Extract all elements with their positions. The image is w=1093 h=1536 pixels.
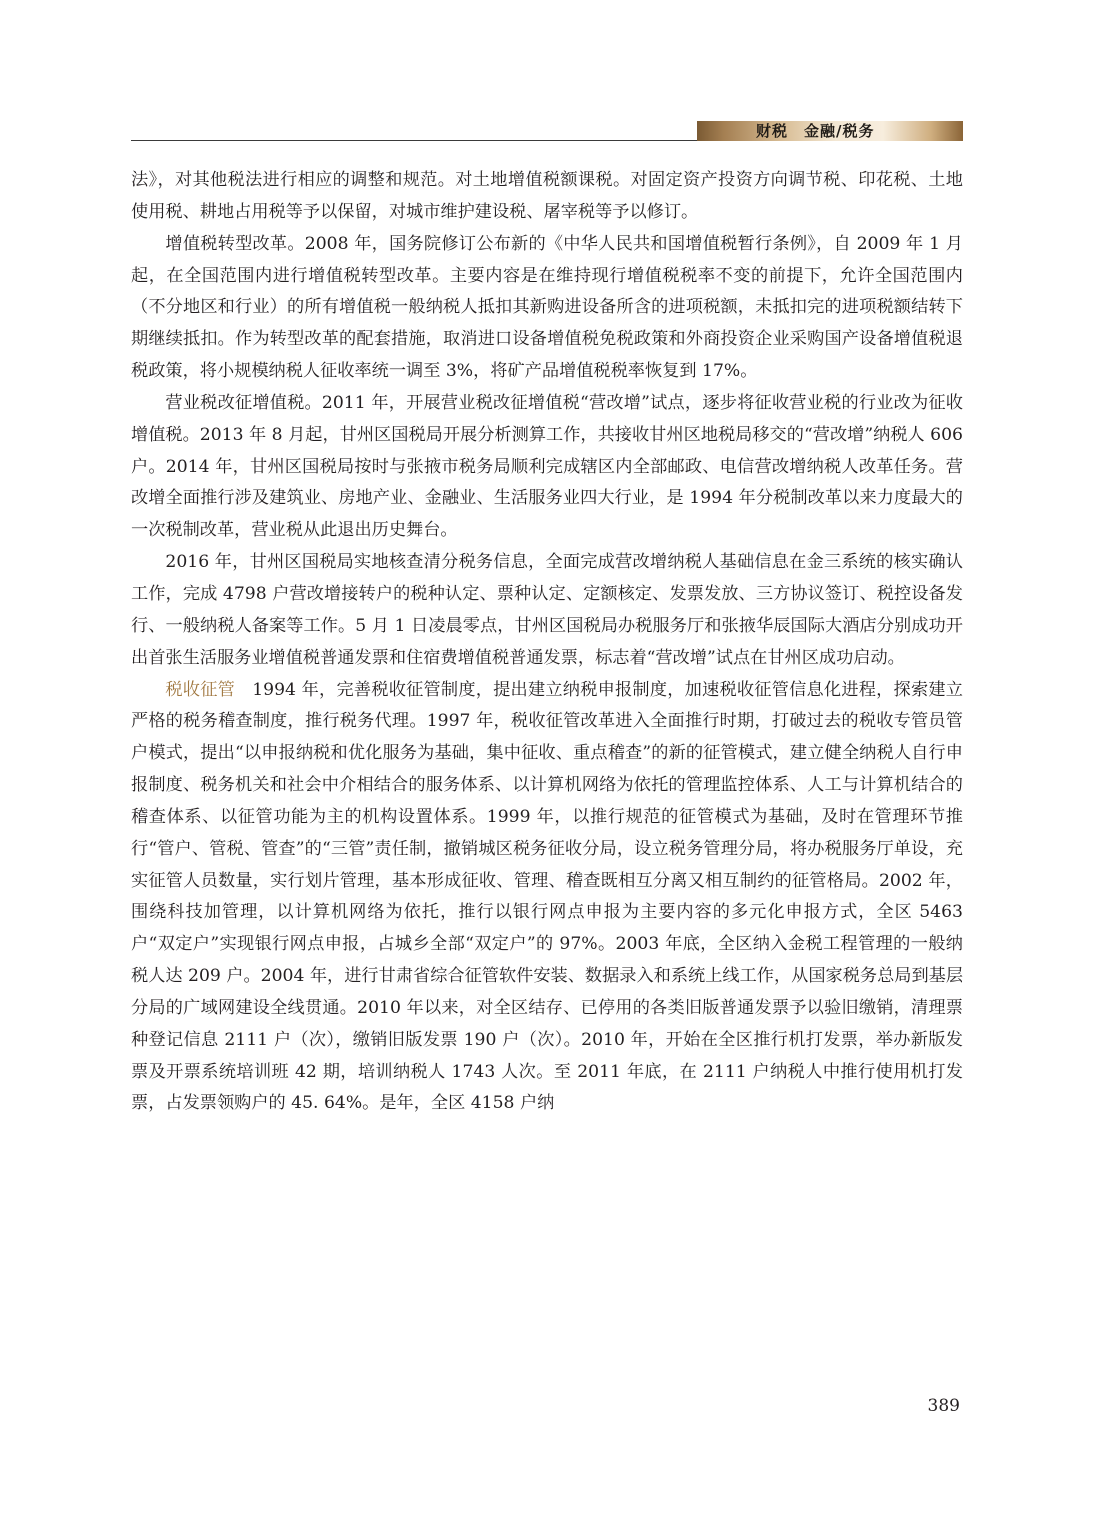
paragraph-1: 法》，对其他税法进行相应的调整和规范。对土地增值税额课税。对固定资产投资方向调节税、印花税、土地使用税、耕地占用税等予以保留，对城市维护建设税、屠宰税等予以修订。: [131, 170, 963, 222]
body-text: [131, 165, 963, 1120]
paragraph-2: 增值税转型改革。2008 年，国务院修订公布新的《中华人民共和国增值税暂行条例》，自 2009 年 1 月起，在全国范围内进行增值税转型改革。主要内容是在维持现行增值税税率不变的前提下，允许全国范围内（不分地区和行业）的所有增值税一般纳税人抵扣其新购进设备所含的进项税额，未抵扣完的进项税额结转下期继续抵扣。作为转型改革的配套措施，取消进口设备增值税免税政策和外商投资企业采购国产设备增值税退税政策，将小规模纳税人征收率统一调至 3%，将矿产品增值税税率恢复到 17%。: [131, 233, 963, 382]
section-lead-heading: 税收征管: [165, 679, 236, 700]
paragraph-5: [131, 675, 963, 1121]
paragraph-3: 营业税改征增值税。2011 年，开展营业税改征增值税“营改增”试点，逐步将征收营业税的行业改为征收增值税。2013 年 8 月起，甘州区国税局开展分析测算工作，共接收甘州区地税局移交的“营改增”纳税人 606 户。2014 年，甘州区国税局按时与张掖市税务局顺利完成辖区内全部邮政、电信营改增纳税人改革任务。营改增全面推行涉及建筑业、房地产业、金融业、生活服务业四大行业，是 1994 年分税制改革以来力度最大的一次税制改革，营业税从此退出历史舞台。: [131, 392, 963, 541]
page-number: 389: [927, 1396, 960, 1416]
running-header: 财税 金融/税务: [756, 122, 875, 140]
paragraph-4: 2016 年，甘州区国税局实地核查清分税务信息，全面完成营改增纳税人基础信息在金三系统的核实确认工作，完成 4798 户营改增接转户的税种认定、票种认定、定额核定、发票发放、三方协议签订、税控设备发行、一般纳税人备案等工作。5 月 1 日凌晨零点，甘州区国税局办税服务厅和张掖华辰国际大酒店分别成功开出首张生活服务业增值税普通发票和住宿费增值税普通发票，标志着“营改增”试点在甘州区成功启动。: [131, 552, 963, 668]
paragraph-5-text: 1994 年，完善税收征管制度，提出建立纳税申报制度，加速税收征管信息化进程，探索建立严格的税务稽查制度，推行税务代理。1997 年，税收征管改革进入全面推行时期，打破过去的税收专管员管户模式，提出“以申报纳税和优化服务为基础，集中征收、重点稽查”的新的征管模式，建立健全纳税人自行申报制度、税务机关和社会中介相结合的服务体系、以计算机网络为依托的管理监控体系、人工与计算机结合的稽查体系、以征管功能为主的机构设置体系。1999 年，以推行规范的征管模式为基础，及时在管理环节推行“管户、管税、管查”的“三管”责任制，撤销城区税务征收分局，设立税务管理分局，将办税服务厅单设，充实征管人员数量，实行划片管理，基本形成征收、管理、稽查既相互分离又相互制约的征管格局。2002 年，围绕科技加管理，以计算机网络为依托，推行以银行网点申报为主要内容的多元化申报方式，全区 5463 户“双定户”实现银行网点申报，占城乡全部“双定户”的 97%。2003 年底，全区纳入金税工程管理的一般纳税人达 209 户。2004 年，进行甘肃省综合征管软件安装、数据录入和系统上线工作，从国家税务总局到基层分局的广域网建设全线贯通。2010 年以来，对全区结存、已停用的各类旧版普通发票予以验旧缴销，清理票种登记信息 2111 户（次），缴销旧版发票 190 户（次）。2010 年，开始在全区推行机打发票，举办新版发票及开票系统培训班 42 期，培训纳税人 1743 人次。至 2011 年底，在 2111 户纳税人中推行使用机打发票，占发票领购户的 45. 64%。是年，全区 4158 户纳: [131, 679, 964, 1114]
paragraph-5-gap: [235, 680, 252, 700]
